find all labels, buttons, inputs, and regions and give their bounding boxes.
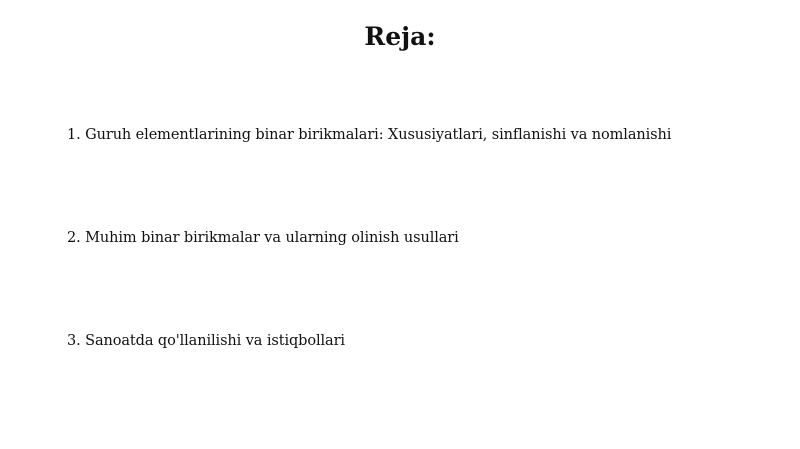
slide-title: Reja: — [364, 22, 436, 51]
plan-item-2: 2. Muhim binar birikmalar va ularning olinish usullari — [67, 230, 459, 246]
plan-item-1: 1. Guruh elementlarining binar birikmalari: Xususiyatlari, sinflanishi va nomlanishi — [67, 127, 672, 143]
plan-item-3: 3. Sanoatda qo'llanilishi va istiqbollari — [67, 333, 345, 349]
